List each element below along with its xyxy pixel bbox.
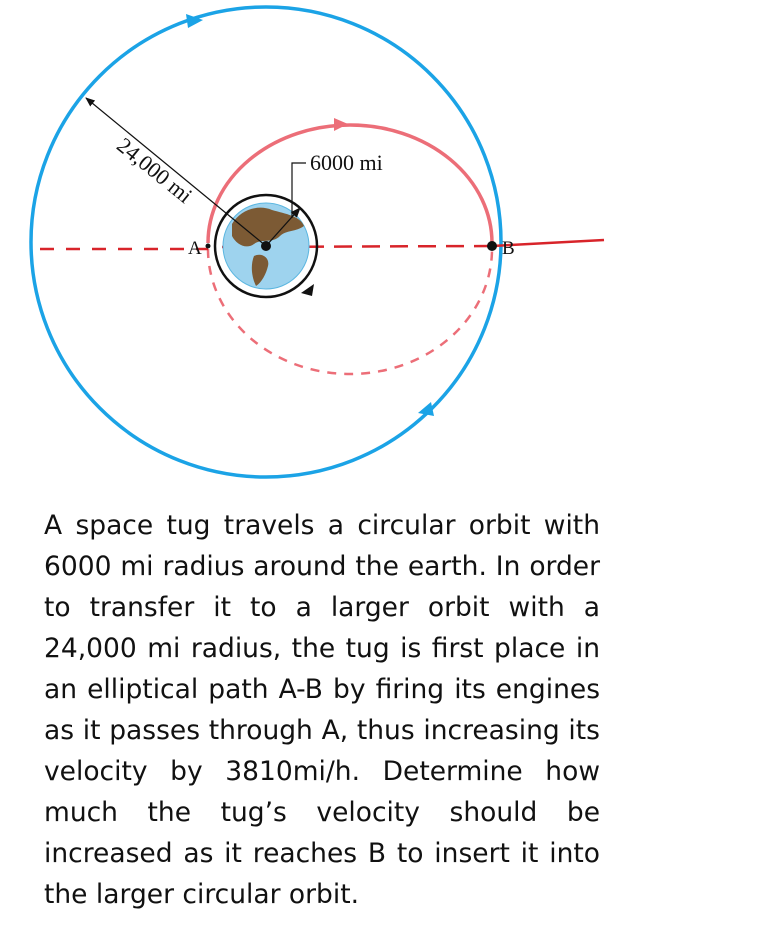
point-a-label: A <box>188 238 202 259</box>
transfer-arc-arrow-icon <box>334 118 348 131</box>
point-a-dot <box>206 244 211 249</box>
earth-center-dot <box>261 241 271 251</box>
outer-orbit-arrow-bottom-icon <box>418 402 434 416</box>
inner-radius-label: 6000 mi <box>310 150 383 175</box>
problem-statement: A space tug travels a circular orbit with 6000 mi radius around the earth. In order to transfer it to a larger orbit with a 24,000 mi radius, the tug is first place in an elliptical path A-B by firing its engines as it passes through A, thus increasing its velocity by 3810mi/h. Determine how much the tug’s velocity should be increased as it reaches B to insert it into the larger circular orbit. <box>44 510 600 910</box>
outer-radius-label: 24,000 mi <box>112 132 198 208</box>
point-b-dot <box>487 241 497 251</box>
point-b-label: B <box>502 238 515 259</box>
inner-orbit-arrow-icon <box>301 284 314 296</box>
